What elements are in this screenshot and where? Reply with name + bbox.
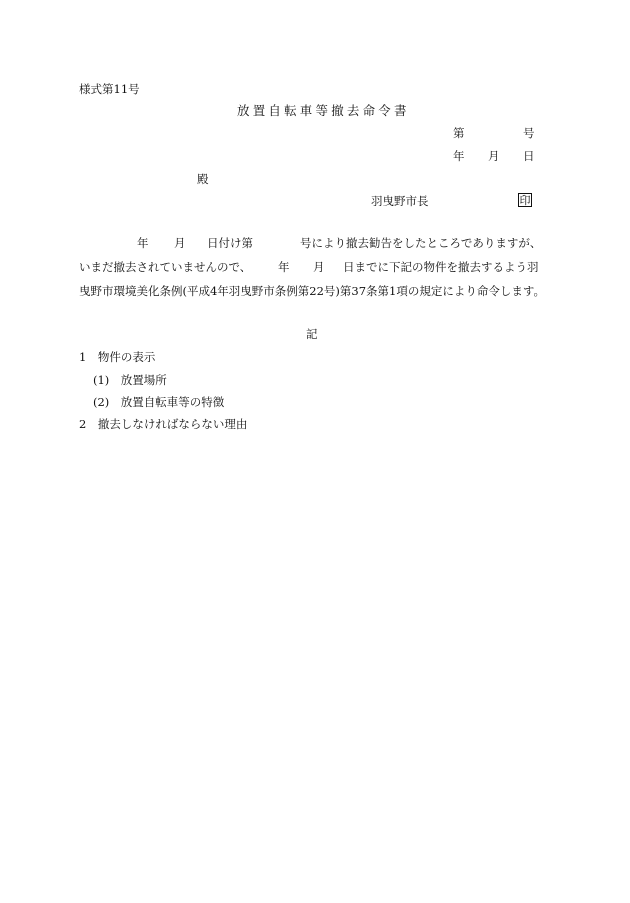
body-line2-rest: 日までに下記の物件を撤去するよう羽 [343,260,539,274]
number-prefix: 第 [453,126,465,140]
item-1-sub-2: (2) 放置自転車等の特徴 [93,395,225,409]
item-2: 2 撤去しなければならない理由 [79,417,248,431]
ki-heading: 記 [306,327,318,341]
item-1-sub-1: (1) 放置場所 [93,373,167,387]
body-line1-year: 年 [137,236,149,250]
seal-mark: 印 [519,193,531,207]
number-suffix: 号 [523,126,535,140]
date-day-label: 日 [523,149,535,163]
addressee-suffix: 殿 [197,172,209,186]
date-month-label: 月 [488,149,500,163]
body-line1-rest: 号により撤去勧告をしたところでありますが、 [300,236,542,250]
body-line2-start: いまだ撤去されていませんので、 [79,260,252,274]
form-number: 様式第11号 [79,82,140,96]
body-line3: 曳野市環境美化条例(平成4年羽曳野市条例第22号)第37条第1項の規定により命令します。 [79,284,545,298]
body-line2-month: 月 [313,260,325,274]
body-line2-year: 年 [278,260,290,274]
document-title: 放置自転車等撤去命令書 [237,103,410,118]
date-year-label: 年 [453,149,465,163]
item-1: 1 物件の表示 [79,350,156,364]
body-line1-month: 月 [174,236,186,250]
body-line1-day: 日付け第 [207,236,253,250]
issuer-name: 羽曳野市長 [371,194,429,208]
